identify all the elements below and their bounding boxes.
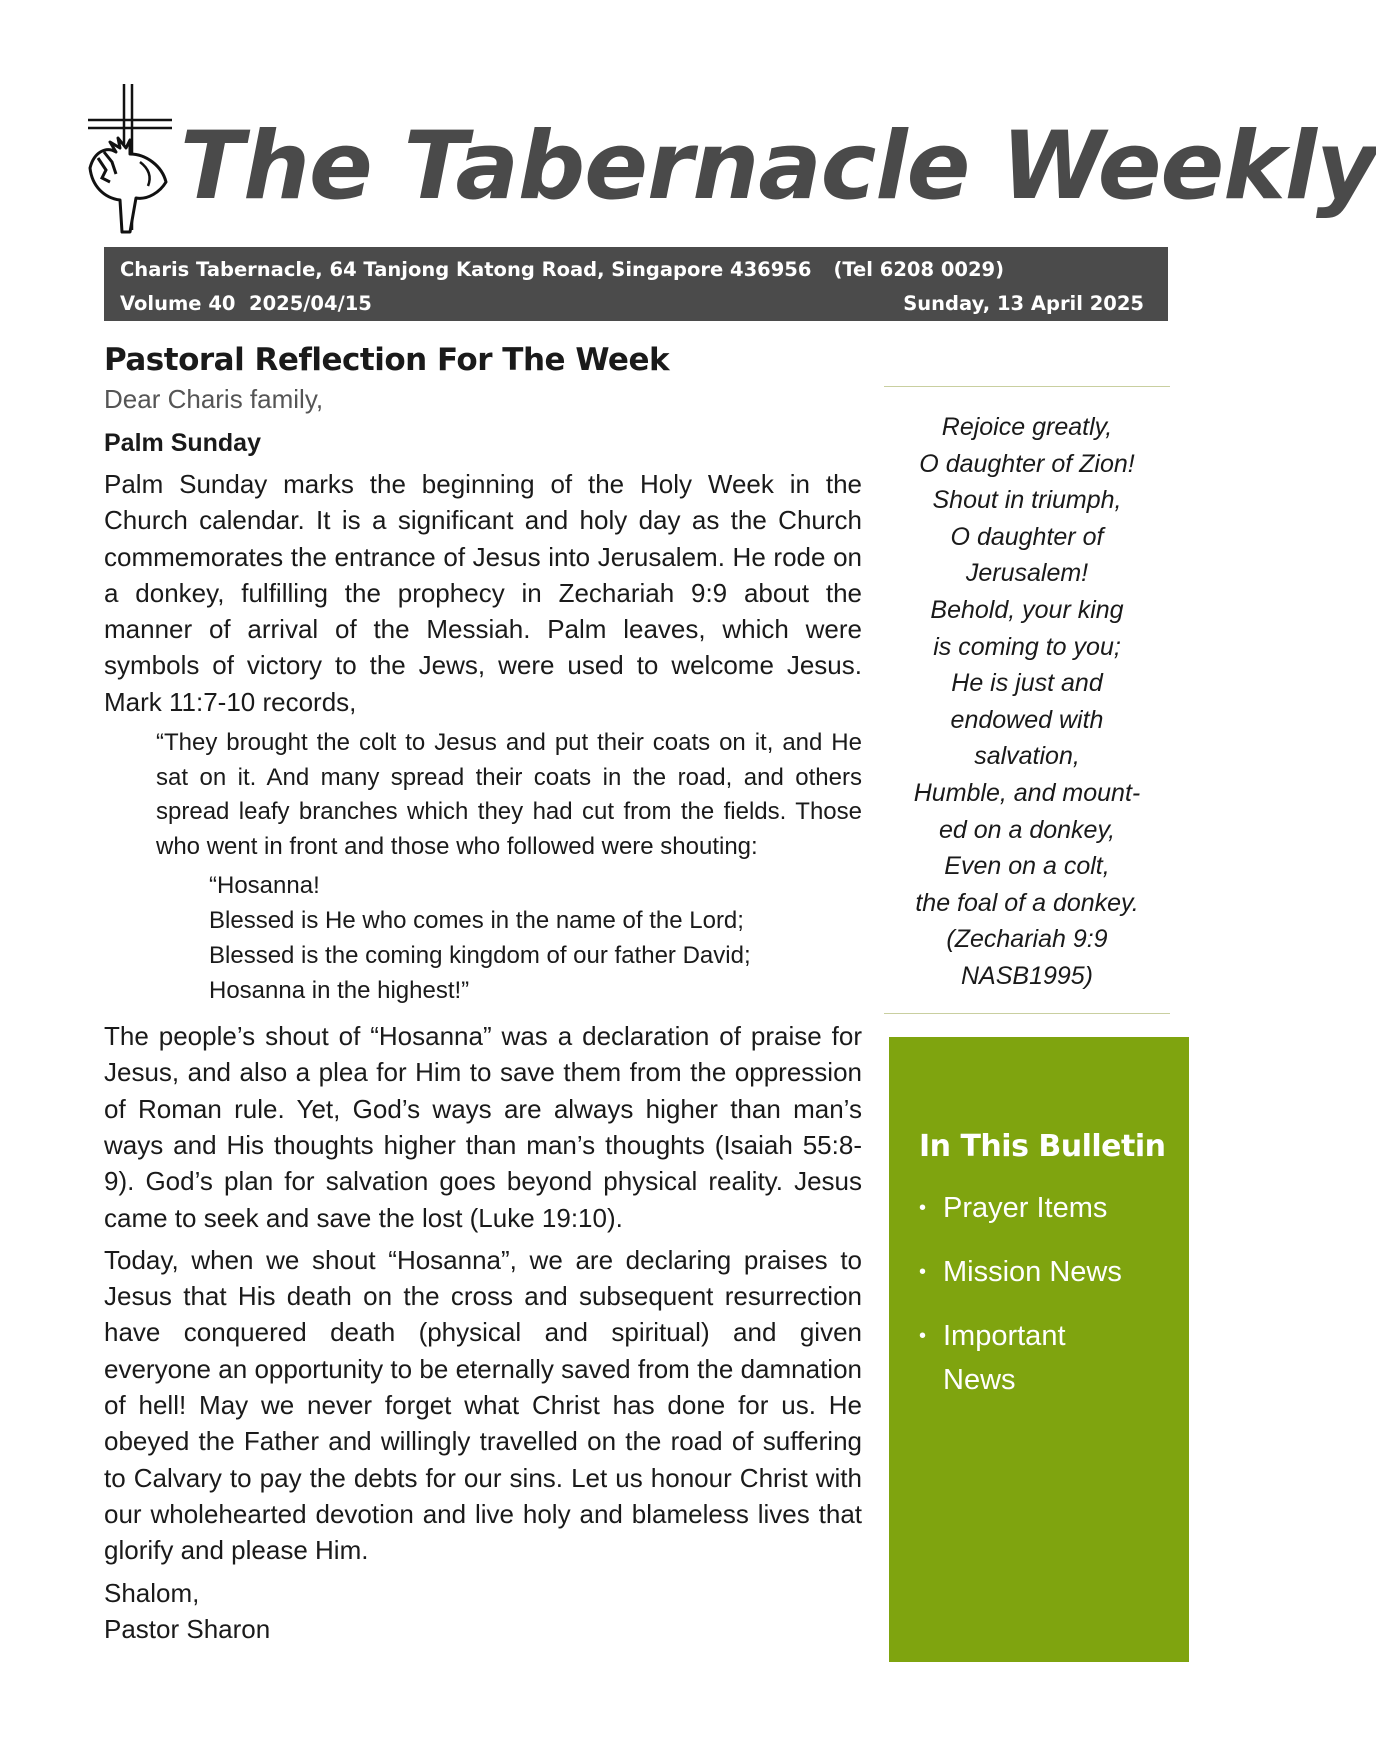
verse-line: Humble, and mount- bbox=[913, 778, 1141, 807]
telephone: (Tel 6208 0029) bbox=[833, 258, 1005, 281]
poem-line: “Hosanna! bbox=[209, 872, 320, 900]
newsletter-title: The Tabernacle Weekly bbox=[180, 112, 1376, 221]
poem-line: Blessed is He who comes in the name of the Lord; bbox=[209, 907, 744, 935]
issue-date: Sunday, 13 April 2025 bbox=[903, 292, 1144, 315]
bulletin-heading: In This Bulletin bbox=[919, 1129, 1166, 1164]
pastoral-reflection bbox=[104, 338, 862, 1647]
volume-text: Volume 40 2025/04/15 bbox=[120, 292, 372, 315]
church-logo bbox=[86, 82, 178, 232]
verse-line: NASB1995) bbox=[960, 961, 1094, 990]
verse-line: O daughter of bbox=[950, 522, 1104, 551]
salutation: Dear Charis family, bbox=[104, 384, 324, 414]
bulletin-item-important-news[interactable]: • Important News bbox=[919, 1314, 1113, 1402]
verse-line: salvation, bbox=[974, 742, 1080, 771]
info-row-address bbox=[120, 253, 1144, 287]
paragraph-3: Today, when we shout “Hosanna”, we are declaring praises to Jesus that His death on the cross and subsequent resurrection have conquered death (physical and spiritual) and given everyone an opportunity to be eternally saved from the damnation of hell! May we never forget what Christ has done for us. He obeyed the Father and willingly travelled on the road of suffering to Calvary to pay the debts for our sins. Let us honour Christ with our wholehearted devotion and live holy and blameless lives that glorify and please Him. bbox=[104, 1244, 862, 1566]
scripture-quote: “They brought the colt to Jesus and put their coats on it, and He sat on it. And many spread their coats in the road, and others spread leafy branches which they had cut from the fields. Those who went in front and those who followed were shouting: bbox=[156, 729, 862, 860]
info-row-volume bbox=[120, 287, 1144, 321]
verse-line: ed on a donkey, bbox=[938, 815, 1116, 844]
verse-line: He is just and bbox=[951, 669, 1103, 698]
poem-line: Blessed is the coming kingdom of our father David; bbox=[209, 942, 751, 970]
verse-line: Rejoice greatly, bbox=[941, 413, 1113, 441]
poem-line: Hosanna in the highest!” bbox=[209, 977, 470, 1005]
verse-line: the foal of a donkey. bbox=[915, 888, 1139, 917]
verse-line: Even on a colt, bbox=[944, 852, 1110, 881]
verse-line: Behold, your king bbox=[930, 595, 1124, 624]
bulletin-item-mission-news[interactable]: • Mission News bbox=[919, 1250, 1189, 1294]
bulletin-contents-box bbox=[889, 1037, 1189, 1662]
bulletin-item-prayer-items[interactable]: • Prayer Items bbox=[919, 1186, 1189, 1230]
hosanna-poem bbox=[209, 868, 862, 1008]
side-verse bbox=[884, 386, 1170, 1014]
verse-line: endowed with bbox=[950, 705, 1104, 734]
address-text bbox=[120, 253, 1004, 287]
church-address: Charis Tabernacle, 64 Tanjong Katong Road, Singapore 436956 bbox=[120, 258, 812, 281]
verse-line: Jerusalem! bbox=[965, 559, 1089, 588]
verse-line: is coming to you; bbox=[933, 632, 1121, 661]
verse-line: (Zechariah 9:9 bbox=[946, 925, 1108, 954]
closing bbox=[104, 1575, 862, 1647]
paragraph-2: The people’s shout of “Hosanna” was a declaration of praise for Jesus, and also a plea for Him to save them from the oppression of Roman rule. Yet, God’s ways are always higher than man’s ways and His thoughts higher than man’s thoughts (Isaiah 55:8-9). God’s plan for salvation goes beyond physical reality. Jesus came to seek and save the lost (Luke 19:10). bbox=[104, 1021, 862, 1233]
signature: Pastor Sharon bbox=[104, 1613, 271, 1644]
info-bar bbox=[104, 247, 1168, 321]
reflection-heading: Pastoral Reflection For The Week bbox=[104, 342, 670, 378]
reflection-subheading: Palm Sunday bbox=[104, 429, 261, 457]
closing-word: Shalom, bbox=[104, 1577, 200, 1608]
verse-line: Shout in triumph, bbox=[932, 486, 1122, 515]
cross-flame-hand-icon bbox=[86, 82, 178, 232]
verse-line: O daughter of Zion! bbox=[919, 449, 1135, 478]
paragraph-1: Palm Sunday marks the beginning of the Holy Week in the Church calendar. It is a significant and holy day as the Church commemorates the entrance of Jesus into Jerusalem. He rode on a donkey, fulfilling the prophecy in Zechariah 9:9 about the manner of arrival of the Messiah. Palm leaves, which were symbols of victory to the Jews, were used to welcome Jesus. Mark 11:7-10 records, bbox=[104, 469, 862, 717]
bulletin-list bbox=[919, 1186, 1189, 1402]
